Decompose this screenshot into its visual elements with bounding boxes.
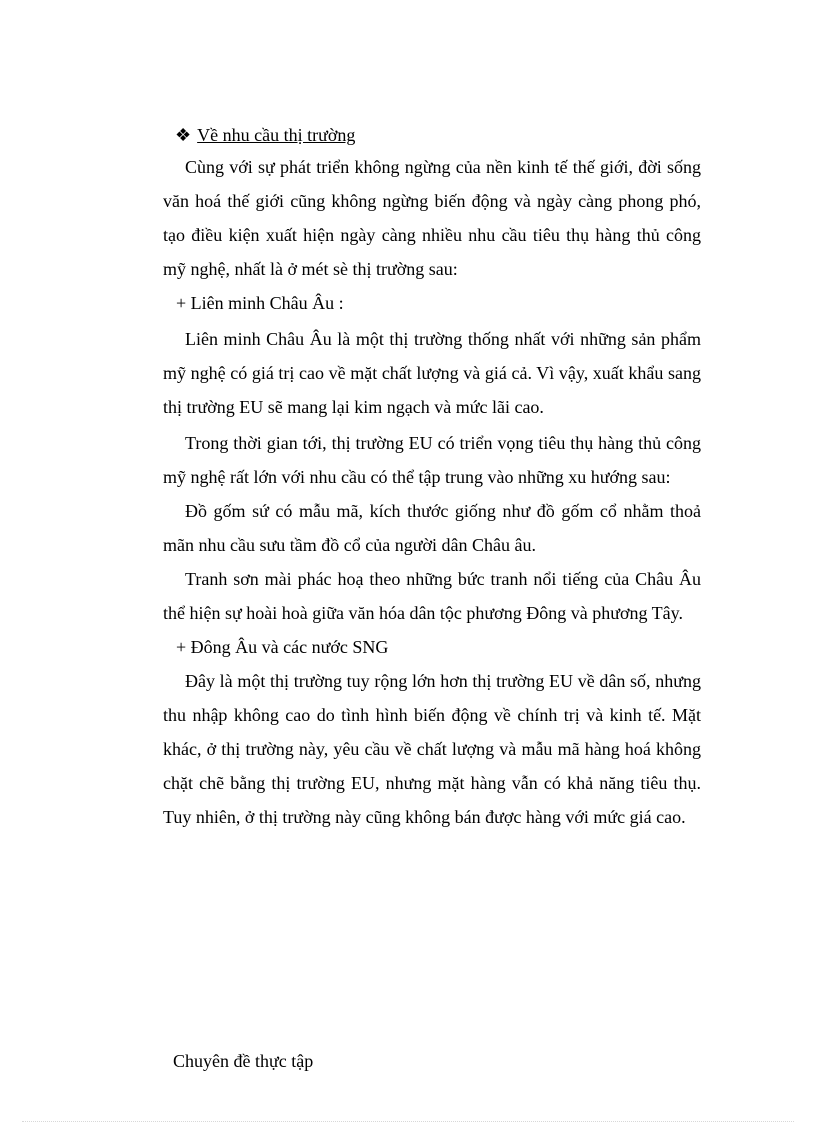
eu-paragraph-1: Liên minh Châu Âu là một thị trường thống nhất với những sản phẩm mỹ nghệ có giá trị cao về mặt chất lượng và giá cả. Vì vậy, xuất khẩu sang thị trường EU sẽ mang lại kim ngạch và mức lãi cao.	[163, 329, 701, 417]
page-footer: Chuyên đề thực tập	[173, 1051, 314, 1071]
section-heading	[175, 120, 701, 150]
east-europe-subheading: + Đông Âu và các nước SNG	[176, 637, 389, 657]
page-bottom-divider	[22, 1121, 794, 1122]
diamond-bullet-icon: ❖	[175, 125, 192, 145]
eu-paragraph-3: Đồ gốm sứ có mẫu mã, kích thước giống như đồ gốm cổ nhằm thoả mãn nhu cầu sưu tầm đồ cổ của người dân Châu âu.	[163, 501, 701, 555]
section-title: Về nhu cầu thị trường	[197, 125, 356, 145]
eu-subheading: + Liên minh Châu Âu :	[176, 293, 344, 313]
east-europe-paragraph: Đây là một thị trường tuy rộng lớn hơn thị trường EU về dân số, nhưng thu nhập không cao do tình hình biến động về chính trị và kinh tế. Mặt khác, ở thị trường này, yêu cầu về chất lượng và mẫu mã hàng hoá không chặt chẽ bằng thị trường EU, nhưng mặt hàng vẫn có khả năng tiêu thụ. Tuy nhiên, ở thị trường này cũng không bán được hàng với mức giá cao.	[163, 671, 701, 827]
intro-paragraph: Cùng với sự phát triển không ngừng của nền kinh tế thế giới, đời sống văn hoá thế giới cũng không ngừng biến động và ngày càng phong phó, tạo điều kiện xuất hiện ngày càng nhiều nhu cầu tiêu thụ hàng thủ công mỹ nghệ, nhất là ở mét sè thị trường sau:	[163, 157, 701, 279]
eu-paragraph-4: Tranh sơn mài phác hoạ theo những bức tranh nổi tiếng của Châu Âu thể hiện sự hoài hoà giữa văn hóa dân tộc phương Đông và phương Tây.	[163, 569, 701, 623]
eu-paragraph-2: Trong thời gian tới, thị trường EU có triển vọng tiêu thụ hàng thủ công mỹ nghệ rất lớn với nhu cầu có thể tập trung vào những xu hướng sau:	[163, 433, 701, 487]
document-body	[163, 120, 701, 834]
